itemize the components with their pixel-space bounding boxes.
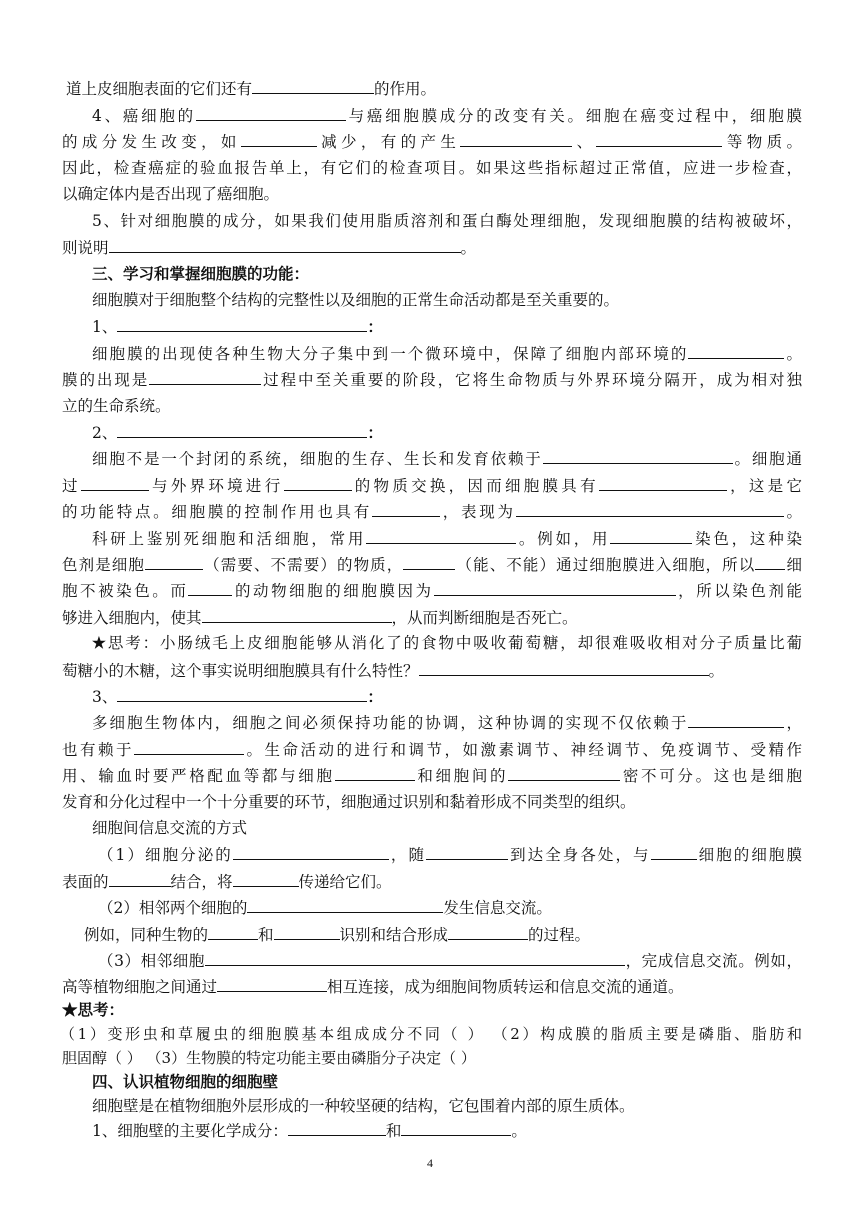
fill-blank[interactable]	[610, 528, 692, 544]
fill-blank[interactable]	[366, 528, 516, 544]
fill-blank[interactable]	[109, 237, 461, 253]
fill-blank[interactable]	[202, 607, 392, 623]
fill-blank[interactable]	[755, 554, 785, 570]
text-line: 2、 ：	[92, 423, 383, 442]
fill-blank[interactable]	[288, 1120, 386, 1136]
text-line: （1）细胞分泌的 ，随 到达全身各处，与 细胞的细胞膜	[98, 846, 802, 864]
star-icon: ★	[92, 633, 108, 652]
fill-blank[interactable]	[208, 924, 258, 940]
text-line: 则说明 。	[62, 239, 477, 257]
fill-blank[interactable]	[596, 131, 722, 147]
fill-blank[interactable]	[217, 976, 327, 992]
text-line: 1、 ：	[92, 317, 383, 336]
fill-blank[interactable]	[233, 871, 299, 887]
fill-blank[interactable]	[149, 369, 261, 385]
text-line: 以确定体内是否出现了癌细胞。	[62, 185, 280, 203]
text-line: 细胞间信息交流的方式	[92, 819, 248, 837]
text-line: 胆固醇（ ） （3）生物膜的特定功能主要由磷脂分子决定（ ）	[62, 1049, 476, 1067]
fill-blank[interactable]	[335, 765, 415, 781]
fill-blank[interactable]	[372, 501, 440, 517]
text-line: 膜的出现是 过程中至关重要的阶段，它将生命物质与外界环境分隔开，成为相对独	[62, 371, 802, 389]
fill-blank[interactable]	[247, 897, 443, 913]
fill-blank[interactable]	[205, 950, 625, 966]
text-line: 色剂是细胞 （需要、不需要）的物质， （能、不能）通过细胞膜进入细胞，所以 细	[62, 556, 802, 574]
page-number: 4	[427, 1156, 433, 1170]
fill-blank[interactable]	[460, 131, 572, 147]
text-line: ★思考：	[62, 1000, 125, 1019]
text-line: 3、 ：	[92, 687, 383, 706]
text-line: 立的生命系统。	[62, 397, 171, 415]
fill-blank[interactable]	[688, 712, 784, 728]
text-line: 细胞膜的出现使各种生物大分子集中到一个微环境中，保障了细胞内部环境的 。	[92, 345, 802, 363]
fill-blank[interactable]	[651, 844, 697, 860]
fill-blank[interactable]	[109, 871, 171, 887]
fill-blank[interactable]	[117, 422, 367, 438]
fill-blank[interactable]	[426, 844, 508, 860]
fill-blank[interactable]	[196, 105, 346, 121]
fill-blank[interactable]	[401, 1120, 511, 1136]
fill-blank[interactable]	[284, 475, 352, 491]
text-line: 1、细胞壁的主要化学成分： 和 。	[92, 1122, 527, 1140]
fill-blank[interactable]	[403, 554, 455, 570]
text-line: 多细胞生物体内，细胞之间必须保持功能的协调，这种协调的实现不仅依赖于 ，	[92, 714, 802, 732]
text-line: 胞不被染色。而 的动物细胞的细胞膜因为 ，所以染色剂能	[62, 582, 802, 600]
fill-blank[interactable]	[117, 316, 367, 332]
fill-blank[interactable]	[274, 924, 340, 940]
fill-blank[interactable]	[134, 739, 244, 755]
fill-blank[interactable]	[448, 924, 528, 940]
fill-blank[interactable]	[508, 765, 620, 781]
fill-blank[interactable]	[252, 78, 374, 94]
fill-blank[interactable]	[117, 686, 367, 702]
star-icon: ★	[62, 1000, 78, 1019]
text-line: 够进入细胞内，使其 ，从而判断细胞是否死亡。	[62, 609, 578, 627]
fill-blank[interactable]	[419, 660, 709, 676]
fill-blank[interactable]	[516, 501, 784, 517]
fill-blank[interactable]	[543, 448, 733, 464]
text-line: 过 与外界环境进行 的物质交换，因而细胞膜具有 ，这是它	[62, 477, 802, 495]
text-line: 高等植物细胞之间通过 相互连接，成为细胞间物质转运和信息交流的通道。	[62, 978, 684, 996]
text-line: ★思考：小肠绒毛上皮细胞能够从消化了的食物中吸收葡萄糖，却很难吸收相对分子质量比葡	[92, 633, 802, 652]
text-line: 5、针对细胞膜的成分，如果我们使用脂质溶剂和蛋白酶处理细胞，发现细胞膜的结构被破坏，	[92, 212, 802, 230]
fill-blank[interactable]	[241, 131, 317, 147]
text-line: （2）相邻两个细胞的 发生信息交流。	[98, 899, 552, 917]
fill-blank[interactable]	[434, 580, 676, 596]
text-line: 的功能特点。细胞膜的控制作用也具有 ，表现为 。	[62, 503, 802, 521]
section-heading: 四、认识植物细胞的细胞壁	[92, 1072, 279, 1091]
text-line: 表面的 结合，将 传递给它们。	[62, 873, 392, 891]
text-line: 用、输血时要严格配血等都与细胞 和细胞间的 密不可分。这也是细胞	[62, 767, 802, 785]
text-line: 例如，同种生物的 和 识别和结合形成 的过程。	[84, 926, 591, 944]
text-line: 因此，检查癌症的验血报告单上，有它们的检查项目。如果这些指标超过正常值，应进一步检查，	[62, 159, 802, 177]
text-line: 细胞不是一个封闭的系统，细胞的生存、生长和发育依赖于 。细胞通	[92, 450, 802, 468]
text-line: 科研上鉴别死细胞和活细胞，常用 。例如，用 染色，这种染	[92, 530, 802, 548]
fill-blank[interactable]	[599, 475, 727, 491]
text-line: （1）变形虫和草履虫的细胞膜基本组成成分不同（ ） （2）构成膜的脂质主要是磷脂、脂肪和	[60, 1025, 802, 1043]
text-line: 萄糖小的木糖，这个事实说明细胞膜具有什么特性？ 。	[62, 662, 725, 680]
text-line: 的成分发生改变，如 减少，有的产生 、 等物质。	[62, 133, 802, 151]
text-line: 也有赖于 。生命活动的进行和调节，如激素调节、神经调节、免疫调节、受精作	[62, 741, 802, 759]
text-line: 细胞膜对于细胞整个结构的完整性以及细胞的正常生命活动都是至关重要的。	[92, 291, 620, 309]
text-line: 4、癌细胞的 与癌细胞膜成分的改变有关。细胞在癌变过程中，细胞膜	[92, 107, 802, 125]
text-line: 发育和分化过程中一个十分重要的环节，细胞通过识别和黏着形成不同类型的组织。	[62, 793, 636, 811]
section-heading: 三、学习和掌握细胞膜的功能：	[92, 264, 310, 283]
fill-blank[interactable]	[145, 554, 203, 570]
text-line: 道上皮细胞表面的它们还有 的作用。	[66, 80, 437, 98]
fill-blank[interactable]	[688, 343, 784, 359]
text-line: （3）相邻细胞 ，完成信息交流。例如，	[98, 952, 802, 970]
text-line: 细胞壁是在植物细胞外层形成的一种较坚硬的结构，它包围着内部的原生质体。	[92, 1097, 635, 1115]
fill-blank[interactable]	[81, 475, 149, 491]
fill-blank[interactable]	[188, 580, 232, 596]
fill-blank[interactable]	[233, 844, 389, 860]
